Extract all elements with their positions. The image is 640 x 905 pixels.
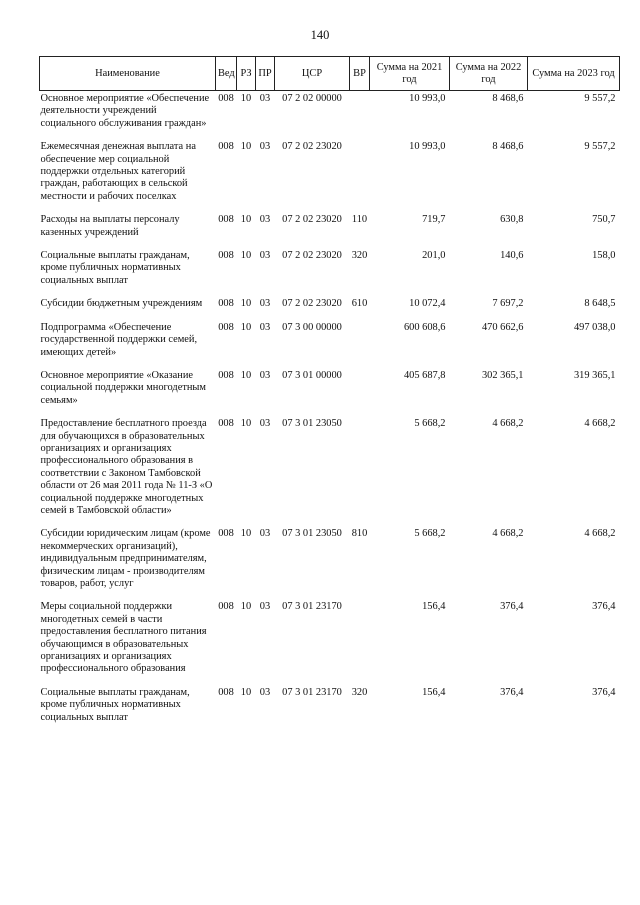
page-number: 140 <box>310 28 330 42</box>
row-sum-2021: 156,4 <box>422 686 446 698</box>
row-sum-2023: 4 668,2 <box>584 418 616 430</box>
row-csr: 07 2 02 23020 <box>282 141 342 153</box>
row-ved: 008 <box>218 528 234 540</box>
budget-table <box>39 56 620 735</box>
row-vr: 810 <box>351 528 368 540</box>
table-row <box>40 601 620 686</box>
table-row <box>40 418 620 528</box>
row-sum-2021: 10 993,0 <box>409 93 446 104</box>
row-name: Субсидии юридическим лицам (кроме некоммерческих организаций), индивидуальным предпринимателям, физическим лицам - производителям товаров, работ, услуг <box>40 528 211 589</box>
header-pr: ПР <box>256 57 275 91</box>
row-vr: 610 <box>351 298 368 310</box>
row-ved: 008 <box>218 321 234 333</box>
row-vr <box>350 91 370 142</box>
row-sum-2021: 5 668,2 <box>414 528 446 540</box>
table-row <box>40 322 620 370</box>
header-vr: ВР <box>350 57 370 91</box>
row-sum-2021: 201,0 <box>422 250 446 262</box>
row-sum-2023: 750,7 <box>592 214 616 226</box>
row-ved: 008 <box>218 93 234 104</box>
row-vr <box>350 370 370 418</box>
row-rz: 10 <box>240 601 252 613</box>
table-row <box>40 214 620 250</box>
row-sum-2022: 4 668,2 <box>492 528 524 540</box>
row-rz: 10 <box>240 369 252 381</box>
row-csr: 07 3 01 23050 <box>282 528 342 540</box>
row-sum-2021: 600 608,6 <box>403 321 446 333</box>
table-header-row <box>40 57 620 91</box>
row-sum-2022: 4 668,2 <box>492 418 524 430</box>
row-csr: 07 3 01 23170 <box>282 686 342 698</box>
row-vr: 320 <box>351 686 368 698</box>
row-vr: 110 <box>351 214 368 226</box>
row-rz: 10 <box>240 141 252 153</box>
row-vr <box>350 322 370 370</box>
row-csr: 07 2 02 23020 <box>282 298 342 310</box>
row-csr: 07 3 00 00000 <box>282 321 342 333</box>
row-ved: 008 <box>218 601 234 613</box>
header-csr: ЦСР <box>275 57 350 91</box>
row-pr: 03 <box>259 686 271 698</box>
row-pr: 03 <box>259 369 271 381</box>
header-sum-2023: Сумма на 2023 год <box>528 57 620 91</box>
row-sum-2021: 5 668,2 <box>414 418 446 430</box>
row-pr: 03 <box>259 321 271 333</box>
row-pr: 03 <box>259 141 271 153</box>
row-csr: 07 2 02 23020 <box>282 250 342 262</box>
row-ved: 008 <box>218 298 234 310</box>
table-row <box>40 687 620 735</box>
row-pr: 03 <box>259 93 271 104</box>
header-name: Наименование <box>40 57 216 91</box>
row-sum-2023: 497 038,0 <box>573 321 616 333</box>
row-rz: 10 <box>240 418 252 430</box>
row-rz: 10 <box>240 528 252 540</box>
row-name: Подпрограмма «Обеспечение государственной поддержки семей, имеющих детей» <box>40 321 198 358</box>
row-pr: 03 <box>259 298 271 310</box>
row-name: Расходы на выплаты персоналу казенных учреждений <box>40 214 180 238</box>
row-vr: 320 <box>351 250 368 262</box>
row-rz: 10 <box>240 93 252 104</box>
row-sum-2021: 719,7 <box>422 214 446 226</box>
row-rz: 10 <box>240 321 252 333</box>
row-pr: 03 <box>259 214 271 226</box>
row-vr <box>350 418 370 528</box>
table-row <box>40 298 620 321</box>
row-csr: 07 3 01 23170 <box>282 601 342 613</box>
row-name: Меры социальной поддержки многодетных семей в части предоставления бесплатного питания обучающимся в образовательных организациях и организациях профессионального образования <box>40 601 207 675</box>
row-sum-2022: 8 468,6 <box>492 93 524 104</box>
row-pr: 03 <box>259 418 271 430</box>
row-ved: 008 <box>218 369 234 381</box>
header-sum-2021: Сумма на 2021 год <box>370 57 450 91</box>
row-sum-2023: 4 668,2 <box>584 528 616 540</box>
row-sum-2022: 376,4 <box>500 601 524 613</box>
row-name: Субсидии бюджетным учреждениям <box>40 298 203 310</box>
row-csr: 07 3 01 23050 <box>282 418 342 430</box>
row-ved: 008 <box>218 141 234 153</box>
header-sum-2022: Сумма на 2022 год <box>450 57 528 91</box>
row-sum-2023: 8 648,5 <box>584 298 616 310</box>
row-sum-2022: 7 697,2 <box>492 298 524 310</box>
row-sum-2021: 10 993,0 <box>409 141 446 153</box>
table-row <box>40 370 620 418</box>
row-ved: 008 <box>218 686 234 698</box>
row-vr <box>350 601 370 686</box>
row-name: Социальные выплаты гражданам, кроме публичных нормативных социальных выплат <box>40 686 190 723</box>
row-vr <box>350 141 370 214</box>
row-pr: 03 <box>259 601 271 613</box>
row-sum-2021: 10 072,4 <box>409 298 446 310</box>
row-sum-2021: 405 687,8 <box>403 369 446 381</box>
row-ved: 008 <box>218 418 234 430</box>
row-ved: 008 <box>218 250 234 262</box>
row-rz: 10 <box>240 298 252 310</box>
row-sum-2022: 470 662,6 <box>481 321 524 333</box>
row-sum-2023: 9 557,2 <box>584 93 616 104</box>
row-name: Предоставление бесплатного проезда для обучающихся в образовательных организациях и организациях профессионального образования в соответствии с Законом Тамбовской области от 26 мая 2011 года № 11-З «О социальной поддержке многодетных семей в Тамбовской области» <box>40 418 213 516</box>
row-sum-2022: 8 468,6 <box>492 141 524 153</box>
row-sum-2022: 140,6 <box>500 250 524 262</box>
table-row <box>40 141 620 214</box>
row-name: Социальные выплаты гражданам, кроме публичных нормативных социальных выплат <box>40 250 190 286</box>
row-name: Основное мероприятие «Оказание социальной поддержки многодетным семьям» <box>40 369 206 406</box>
row-name: Ежемесячная денежная выплата на обеспечение мер социальной поддержки отдельных категорий граждан, работающих в сельской местности и рабочих поселках <box>40 141 196 202</box>
row-sum-2022: 630,8 <box>500 214 524 226</box>
row-sum-2023: 376,4 <box>592 601 616 613</box>
row-rz: 10 <box>240 250 252 262</box>
row-sum-2023: 376,4 <box>592 686 616 698</box>
row-sum-2022: 302 365,1 <box>481 369 524 381</box>
row-csr: 07 2 02 00000 <box>282 93 342 104</box>
table-row <box>40 528 620 601</box>
row-sum-2022: 376,4 <box>500 686 524 698</box>
row-pr: 03 <box>259 528 271 540</box>
row-rz: 10 <box>240 686 252 698</box>
row-pr: 03 <box>259 250 271 262</box>
row-ved: 008 <box>218 214 234 226</box>
row-name: Основное мероприятие «Обеспечение деятельности учреждений социального обслуживания граждан» <box>40 93 210 129</box>
row-rz: 10 <box>240 214 252 226</box>
table-row <box>40 91 620 142</box>
row-sum-2023: 158,0 <box>592 250 616 262</box>
header-rz: РЗ <box>237 57 256 91</box>
row-sum-2023: 9 557,2 <box>584 141 616 153</box>
header-ved: Вед <box>216 57 237 91</box>
row-sum-2023: 319 365,1 <box>573 369 616 381</box>
row-csr: 07 3 01 00000 <box>282 369 342 381</box>
row-sum-2021: 156,4 <box>422 601 446 613</box>
table-row <box>40 250 620 298</box>
row-csr: 07 2 02 23020 <box>282 214 342 226</box>
